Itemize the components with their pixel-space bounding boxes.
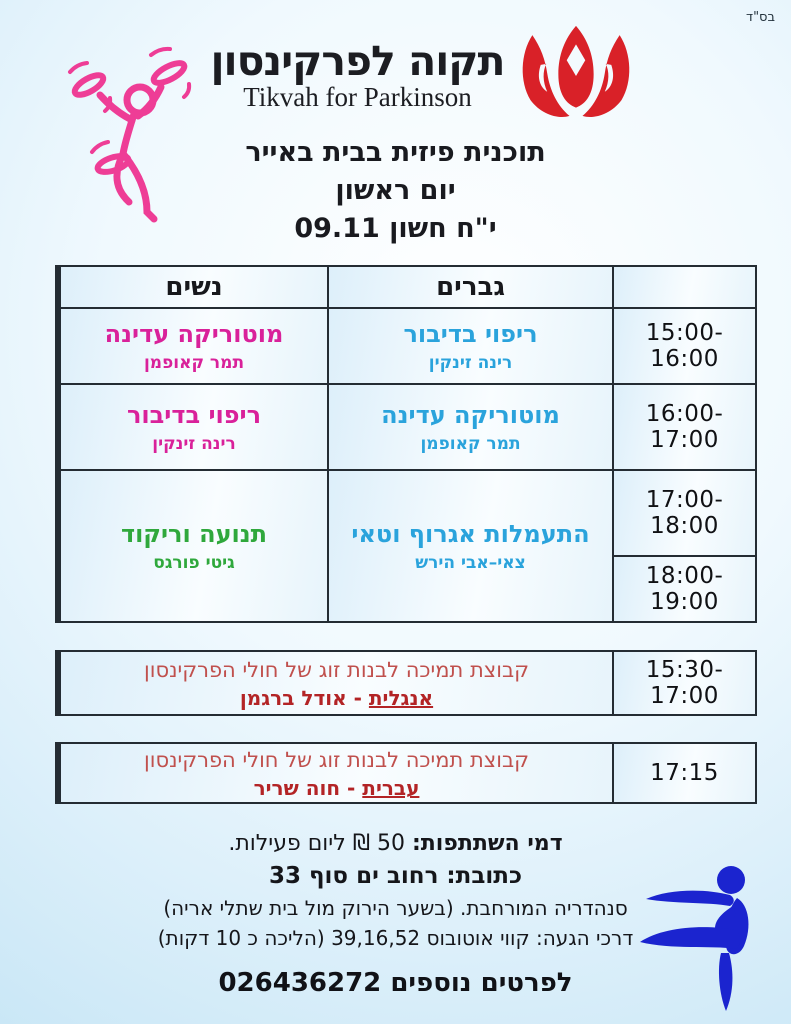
logo-text [210, 37, 505, 113]
activity-title: ריפוי בדיבור [403, 320, 538, 348]
title-line-day: יום ראשון [335, 175, 456, 206]
women-activity-cell [61, 471, 327, 621]
time-slot-3: 17:00-18:00 [614, 471, 755, 555]
support-language: אנגלית [368, 686, 434, 711]
support-facilitator-line [240, 686, 433, 710]
fee-label: דמי השתתפות: [411, 831, 563, 856]
fee-text: 50 ₪ ליום פעילות. [228, 831, 412, 856]
header-women: נשים [61, 267, 327, 307]
time-slot-2: 16:00-17:00 [614, 385, 755, 469]
support-facilitator: אודל ברגמן [239, 686, 347, 711]
separator: - [340, 776, 363, 801]
time-slot-1: 15:00-16:00 [614, 309, 755, 383]
activity-title: מוטוריקה עדינה [104, 320, 284, 348]
logo-title-hebrew: תקוה לפרקינסון [210, 37, 505, 86]
activity-title: תנועה וריקוד [120, 520, 268, 548]
bsd-text: בס"ד [745, 10, 775, 25]
support-description: קבוצת תמיכה לבנות זוג של חולי הפרקינסון [144, 657, 529, 682]
activity-title: ריפוי בדיבור [126, 401, 262, 429]
tulip-logo-icon [515, 24, 637, 128]
activity-instructor: רינה זינקין [152, 434, 236, 454]
header-men: גברים [329, 267, 612, 307]
men-activity-cell [329, 385, 612, 469]
support-content-cell [61, 652, 612, 714]
support-language: עברית [362, 776, 420, 801]
header-time-empty [614, 267, 755, 307]
support-content-cell [61, 744, 612, 802]
support-facilitator: חוה שריר [253, 776, 341, 801]
flyer-title [0, 134, 791, 248]
support-facilitator-line [254, 776, 420, 800]
address-note-line: סנהדריה המורחבת. (בשער הירוק מול בית שתלי אריה) [163, 896, 628, 920]
men-activity-cell [329, 471, 612, 621]
support-time: 17:15 [614, 744, 755, 802]
title-line-date: י"ח חשון 09.11 [294, 213, 497, 244]
title-line-program: תוכנית פיזית בבית באייר [245, 137, 546, 168]
men-activity-cell [329, 309, 612, 383]
separator: - [346, 686, 369, 711]
activity-instructor: רינה זינקין [428, 353, 513, 373]
contact-phone-line: לפרטים נוספים 026436272 [218, 968, 573, 998]
activity-title: מוטוריקה עדינה [381, 401, 560, 429]
support-group-table-hebrew [55, 742, 757, 804]
activity-instructor: תמר קאופמן [143, 353, 245, 373]
activity-title-line2: צאי–אבי הירש [415, 553, 526, 573]
women-activity-cell [61, 385, 327, 469]
directions-line: דרכי הגעה: קווי אוטובוס 39,16,52 (הליכה כ 10 דקות) [157, 926, 634, 950]
blue-kicker-icon [638, 853, 790, 1018]
address-line: כתובת: רחוב ים סוף 33 [268, 863, 523, 889]
logo-cluster [28, 24, 791, 128]
logo-title-english: Tikvah for Parkinson [243, 82, 472, 113]
activity-instructor: גיטי פורגס [153, 553, 235, 573]
schedule-table [55, 265, 757, 623]
activity-title-line1: התעמלות אגרוף וטאי [351, 520, 590, 548]
support-description: קבוצת תמיכה לבנות זוג של חולי הפרקינסון [144, 747, 529, 772]
women-activity-cell [61, 309, 327, 383]
activity-instructor: תמר קאופמן [420, 434, 521, 454]
support-group-table-english [55, 650, 757, 716]
support-time: 15:30-17:00 [614, 652, 755, 714]
time-slot-4: 18:00-19:00 [614, 557, 755, 621]
